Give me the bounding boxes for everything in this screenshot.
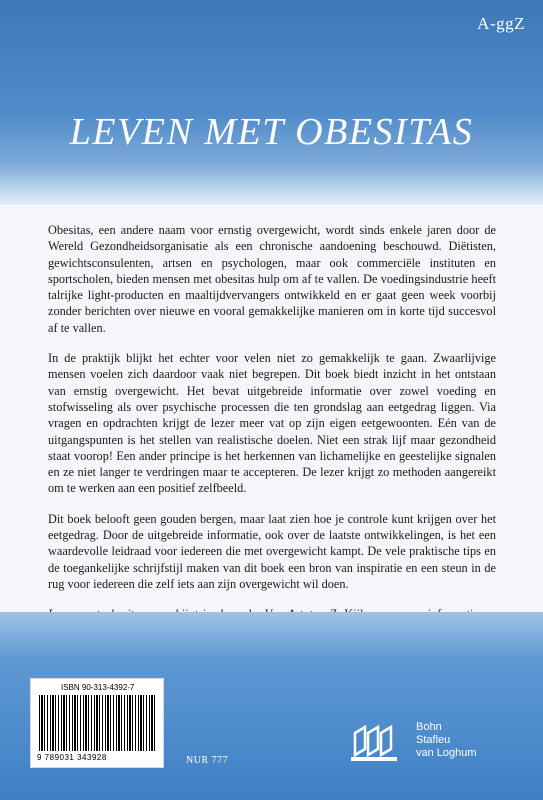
top-band — [0, 0, 543, 205]
isbn-label: ISBN 90-313-4392-7 — [61, 683, 135, 692]
blurb-text — [48, 222, 496, 653]
blurb-paragraph-3: Dit boek belooft geen gouden bergen, maar laat zien hoe je controle kunt krijgen over het eetgedrag. Door de uitgebreide informatie, ook over de laatste ontwikkelingen, is het een waardevolle leidraad voor iedereen die met overgewicht kampt. De vele praktische tips en de toegankelijke schrijfstijl maken van dit boek een bron van inspiratie en een steun in de rug voor iedereen die zelf iets aan zijn overgewicht wil doen. — [48, 511, 496, 591]
series-label: A-ggZ — [477, 14, 525, 33]
barcode-number: 9 789031 343928 — [37, 753, 107, 762]
barcode-bars — [39, 695, 155, 751]
blurb-paragraph-1: Obesitas, een andere naam voor ernstig overgewicht, wordt sinds enkele jaren door de Wereld Gezondheidsorganisatie als een chronische aandoening beschouwd. Diëtisten, gewichtsconsulenten, artsen en psychologen, maar ook commerciële instituten en sportscholen, bieden mensen met obesitas hulp om af te vallen. De voedingsindustrie heeft talrijke light-producten en maaltijdvervangers ontwikkeld en er gaat geen week voorbij zonder berichten over nieuwe en vooral gemakkelijke manieren om in korte tijd succesvol af te vallen. — [48, 223, 496, 335]
publisher-line-3: van Loghum — [416, 747, 477, 759]
blurb-paragraph-2: In de praktijk blijkt het echter voor velen niet zo gemakkelijk te gaan. Zwaarlijvige mensen voelen zich daardoor vaak niet begrepen. Dit boek biedt inzicht in het ontstaan van ernstig overgewicht. Het bevat uitgebreide informatie over zowel voeding en stofwisseling als over psychische processen die ten grondslag aan eetgedrag liggen. Via vragen en opdrachten krijgt de lezer meer vat op zijn eigen eetgewoonten. Eén van de uitgangspunten is het stellen van realistische doelen. Niet een strak lijf maar gezondheid staat voorop! Een ander principe is het herkennen van lichamelijke en geestelijke signalen en ze niet langer te verdringen maar te accepteren. De lezer krijgt zo methoden aangereikt om te werken aan een positief zelfbeeld. — [48, 351, 496, 496]
book-title: LEVEN MET OBESITAS — [69, 111, 474, 153]
publisher-name — [416, 721, 477, 760]
nur-code: NUR 777 — [186, 755, 229, 766]
publisher-logo-icon — [351, 723, 397, 763]
publisher-line-2: Stafleu — [416, 734, 451, 746]
publisher-line-1: Bohn — [416, 721, 442, 733]
barcode-box — [30, 678, 164, 768]
